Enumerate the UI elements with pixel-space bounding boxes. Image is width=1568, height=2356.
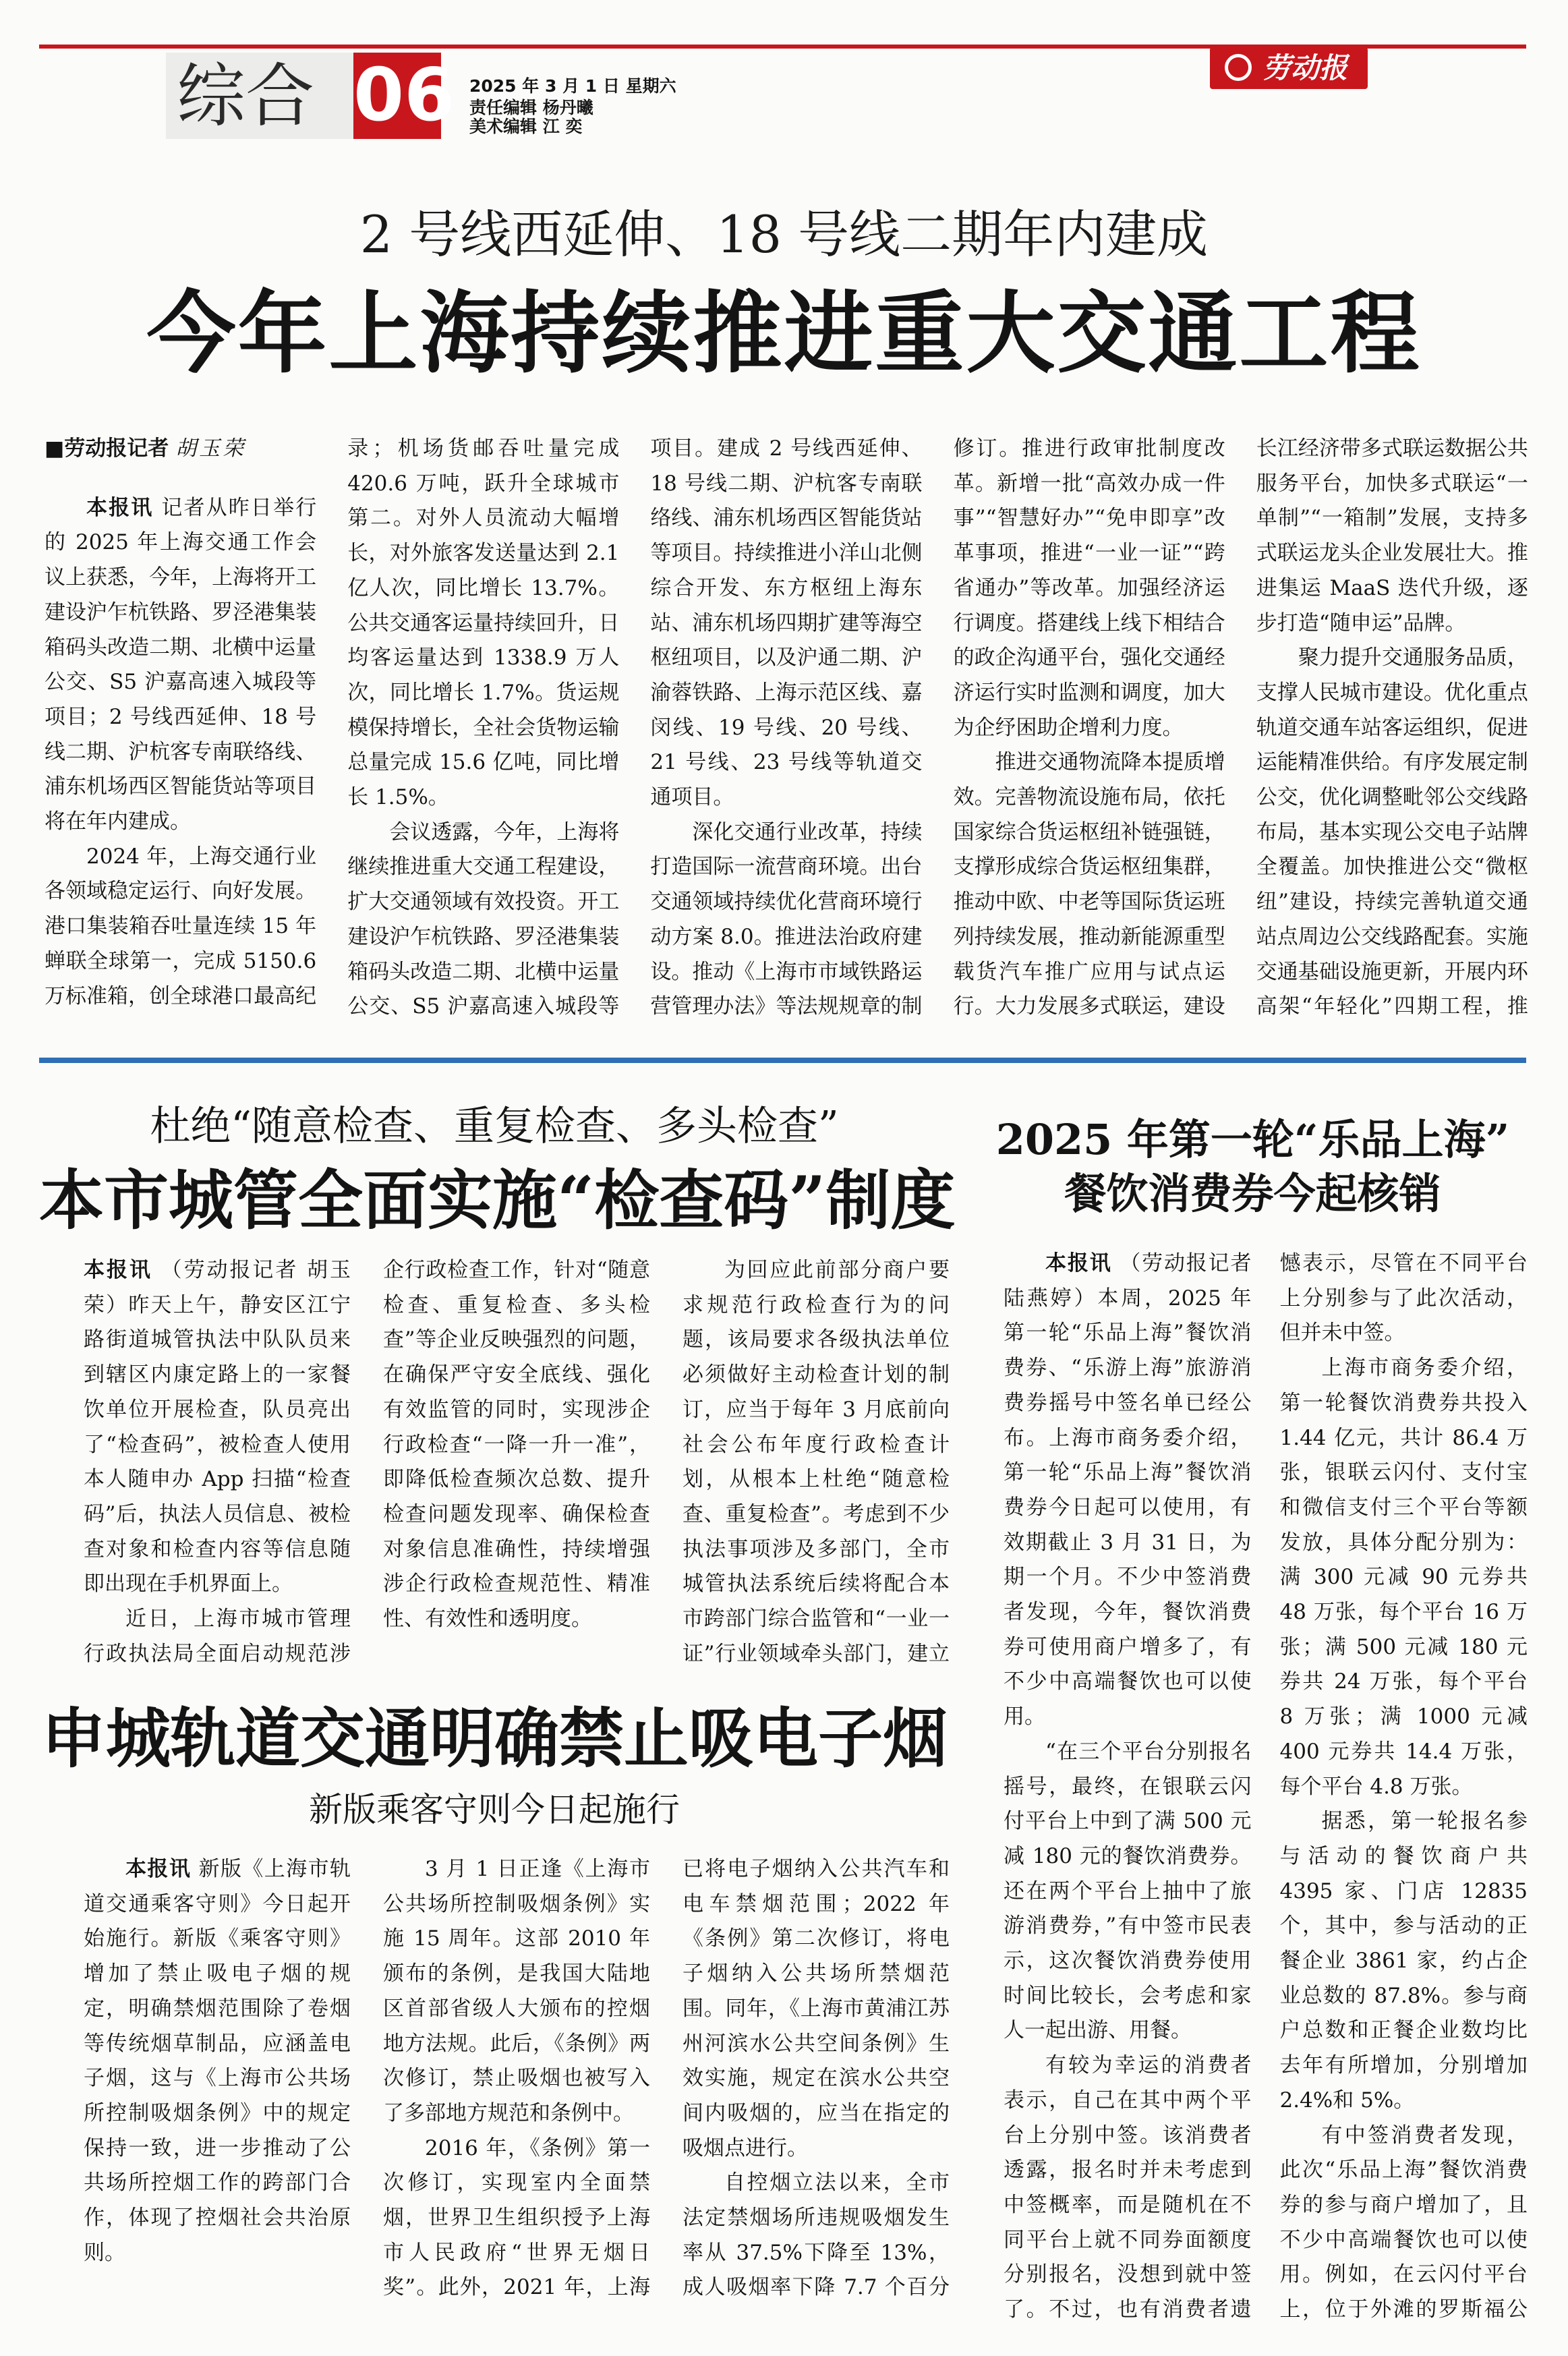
article1-column-1 (45, 432, 1528, 1039)
article1-p6: 聚力提升交通服务品质，支撑人民城市建设。优化重点轨道交通车站客运组织，促进运能精准供给。有序发展定制公交，优化调整毗邻公交线路布局，基本实现公交电子站牌全覆盖。加快推进公交“微枢纽”建设，持续完善轨道交通站点周边公交线路配套。实施交通基础设施更新，开展内环高架“年轻化”四期工程，推 (1256, 645, 1528, 1019)
article2-p3: 为回应此前部分商户要求规范行政检查行为的问题，该局要求各级执法单位必须做好主动检查计划的制订，应当于每年 3 月底前向社会公布年度行政检查计划，从根本上杜绝“随意检查、重复检查”。考虑到不少执法事项涉及多部门，全市城管执法系统后续将配合本市跨部门综合监管和“一业一证”行业领域牵头部门，建立 (683, 1258, 950, 1666)
article2-lead: 本报讯 (84, 1258, 152, 1282)
article1-p2: 2024 年，上海交通行业各领域稳定运行、向好发展。港口集装箱吞吐量连续 15 年蝉联全球第一，完成 5150.6 万标准箱，创全球港口最高纪录；机场货邮吞吐量完成 420.6 万吨，跃升全球城市第二。对外人员流动大幅增长，对外旅客发送量达到 2.1 亿人次，同比增长 13.7%。公共交通客运量持续回升，日均客运量达到 1338.9 万人次，同比增长 1.7%。货运规模保持增长，全社会货物运输总量完成 15.6 亿吨，同比增长 1.5%。 (45, 436, 620, 1008)
article4-p5: 据悉，第一轮报名参与活动的餐饮商户共 4395 家、门店 12835 个，其中，参与活动的正餐企业 3861 家，约占企业总数的 87.8%。参与商户总数和正餐企业数均比去年有所增加，分别增加 2.4%和 5%。 (1279, 1809, 1528, 2113)
article1-lead: 本报讯 (86, 495, 154, 520)
logo-mark-icon (1225, 54, 1252, 81)
article3-headline: 申城轨道交通明确禁止吸电子烟 (41, 1700, 948, 1777)
article3-body (84, 1852, 950, 2338)
article4-lead: 本报讯 (1045, 1251, 1112, 1275)
article2-kicker: 杜绝“随意检查、重复检查、多头检查” (150, 1103, 839, 1150)
section-divider-blue (39, 1058, 1526, 1063)
article2-headline: 本市城管全面实施“检查码”制度 (39, 1162, 956, 1238)
article4-byline: （劳动报记者 陆燕婷） (1004, 1251, 1252, 1311)
article3-p2: 3 月 1 日正逢《上海市公共场所控制吸烟条例》实施 15 周年。这部 2010 年颁布的条例，是我国大陆地区首部省级人大颁布的控烟地方法规。此后，《条例》两次修订，禁止吸烟也被写入了多部地方规范和条例中。 (383, 1857, 650, 2125)
article4-p2: “在三个平台分别报名摇号，最终，在银联云闪付平台上中到了满 500 元减 180 元的餐饮消费券。还在两个平台上抽中了旅游消费券，”有中签市民表示，这次餐饮消费券使用时间比较长，会考虑和家人一起出游、用餐。 (1004, 1739, 1252, 2043)
article3-lead: 本报讯 (125, 1857, 192, 1881)
article1-kicker: 2 号线西延伸、18 号线二期年内建成 (359, 204, 1209, 264)
article2-byline: （劳动报记者 胡玉荣） (84, 1258, 351, 1317)
article4-headline-line2: 餐饮消费券今起核销 (1064, 1169, 1441, 1218)
byline-label: ■劳动报记者 (45, 436, 169, 461)
byline-name: 胡玉荣 (175, 436, 247, 461)
editor-line: 责任编辑 杨丹曦 (469, 98, 593, 117)
logo-text: 劳动报 (1262, 51, 1348, 84)
article2-p2: 近日，上海市城市管理行政执法局全面启动规范涉企行政检查工作，针对“随意检查、重复检查、多头检查”等企业反映强烈的问题，在确保严守安全底线、强化有效监管的同时，实现涉企行政检查“一降一升一准”，即降低检查频次总数、提升检查问题发现率、确保检查对象信息准确性，持续增强涉企行政检查规范性、精准性、有效性和透明度。 (84, 1258, 650, 1666)
article3-p1: 新版《上海市轨道交通乘客守则》今日起开始施行。新版《乘客守则》增加了禁止吸电子烟的规定，明确禁烟范围除了卷烟等传统烟草制品，应涵盖电子烟，这与《上海市公共场所控制吸烟条例》中的规定保持一致，进一步推动了公共场所控烟工作的跨部门合作，体现了控烟社会共治原则。 (84, 1857, 351, 2265)
art-editor-line: 美术编辑 江 奕 (469, 117, 583, 136)
date-line: 2025 年 3 月 1 日 星期六 (469, 76, 676, 96)
article4-p4: 上海市商务委介绍，第一轮餐饮消费券共投入 1.44 亿元，共计 86.4 万张，银联云闪付、支付宝和微信支付三个平台等额发放，具体分配分别为：满 300 元减 90 元券共 48 万张，每个平台 16 万张；满 500 元减 180 元券共 24 万张，每个平台 8 万张；满 1000 元减 400 元券共 14.4 万张，每个平台 4.8 万张。 (1279, 1356, 1528, 1799)
article1-p1: 记者从昨日举行的 2025 年上海交通工作会议上获悉，今年，上海将开工建设沪乍杭铁路、罗泾港集装箱码头改造二期、北横中运量公交、S5 沪嘉高速入城段等项目；2 号线西延伸、18 号线二期、沪杭客专南联络线、浦东机场西区智能货站等项目将在年内建成。 (45, 495, 317, 834)
newspaper-logo (1210, 47, 1368, 89)
article4-p3: 有较为幸运的消费者表示，自己在其中两个平台上分别中签。该消费者透露，报名时并未考虑到中签概率，而是随机在不同平台上就不同券面额度分别报名，没想到就中签了。不过，也有消费者遗憾表示，尽管在不同平台上分别参与了此次活动，但并未中签。 (1004, 1251, 1528, 2322)
article4-p6: 有中签消费者发现，此次“乐品上海”餐饮消费券的参与商户增加了，且不少中高端餐饮也可以使用。例如，在云闪付平台上，位于外滩的罗斯福公 (1279, 2123, 1528, 2322)
article2-body (84, 1253, 950, 1674)
article4-body (1004, 1246, 1528, 2339)
section-name: 综合 (177, 57, 314, 137)
article4-headline-line1: 2025 年第一轮“乐品上海” (995, 1115, 1510, 1164)
article3-subheadline: 新版乘客守则今日起施行 (309, 1790, 680, 1829)
article1-p5: 推进交通物流降本提质增效。完善物流设施布局，依托国家综合货运枢纽补链强链，支撑形成综合货运枢纽集群，推动中欧、中老等国际货运班列持续发展，推动新能源重型载货汽车推广应用与试点运行。大力发展多式联运，建设长江经济带多式联运数据公共服务平台，加快多式联运“一单制”“一箱制”发展，支持多式联运龙头企业发展壮大。推进集运 MaaS 迭代升级，逐步打造“随申运”品牌。 (953, 436, 1528, 1019)
article2-p1: 昨天上午，静安区江宁路街道城管执法中队队员来到辖区内康定路上的一家餐饮单位开展检查，队员亮出了“检查码”，被检查人使用本人随申办 App 扫描“检查码”后，执法人员信息、被检查对象和检查内容等信息随即出现在手机界面上。 (84, 1292, 351, 1597)
article3-p3: 2016 年，《条例》第一次修订，实现室内全面禁烟，世界卫生组织授予上海市人民政府“世界无烟日奖”。此外，2021 年，上海已将电子烟纳入公共汽车和电车禁烟范围；2022 年《条例》第二次修订，将电子烟纳入公共场所禁烟范围。同年，《上海市黄浦江苏州河滨水公共空间条例》生效实施，规定在滨水公共空间内吸烟的，应当在指定的吸烟点进行。 (383, 1857, 950, 2300)
article1-p3: 会议透露，今年，上海将继续推进重大交通工程建设，扩大交通领域有效投资。开工建设沪乍杭铁路、罗泾港集装箱码头改造二期、北横中运量公交、S5 沪嘉高速入城段等项目。建成 2 号线西延伸、18 号线二期、沪杭客专南联络线、浦东机场西区智能货站等项目。持续推进小洋山北侧综合开发、东方枢纽上海东站、浦东机场四期扩建等海空枢纽项目，以及沪通二期、沪渝蓉铁路、上海示范区线、嘉闵线、19 号线、20 号线、21 号线、23 号线等轨道交通项目。 (347, 436, 923, 1019)
page-number: 06 (353, 53, 455, 138)
article1-headline: 今年上海持续推进重大交通工程 (146, 281, 1422, 386)
article3-p4: 自控烟立法以来，全市法定禁烟场所违规吸烟发生率从 37.5%下降至 13%，成人吸烟率下降 7.7 个百分 (683, 2171, 950, 2300)
article4-p1: 本周，2025 年第一轮“乐品上海”餐饮消费券、“乐游上海”旅游消费券摇号中签名单已经公布。上海市商务委介绍，第一轮“乐品上海”餐饮消费券今日起可以使用，有效期截止 3 月 31 日，为期一个月。不少中签消费者发现，今年，餐饮消费券可使用商户增多了，有不少中高端餐饮也可以使用。 (1004, 1286, 1252, 1729)
article1-p4: 深化交通行业改革，持续打造国际一流营商环境。出台交通领域持续优化营商环境行动方案 8.0。推进法治政府建设。推动《上海市市域铁路运营管理办法》等法规规章的制修订。推进行政审批制度改革。新增一批“高效办成一件事”“智慧好办”“免申即享”改革事项，推进“一业一证”“跨省通办”等改革。加强经济运行调度。搭建线上线下相结合的政企沟通平台，强化交通经济运行实时监测和调度，加大为企纾困助企增利力度。 (650, 436, 1225, 1019)
